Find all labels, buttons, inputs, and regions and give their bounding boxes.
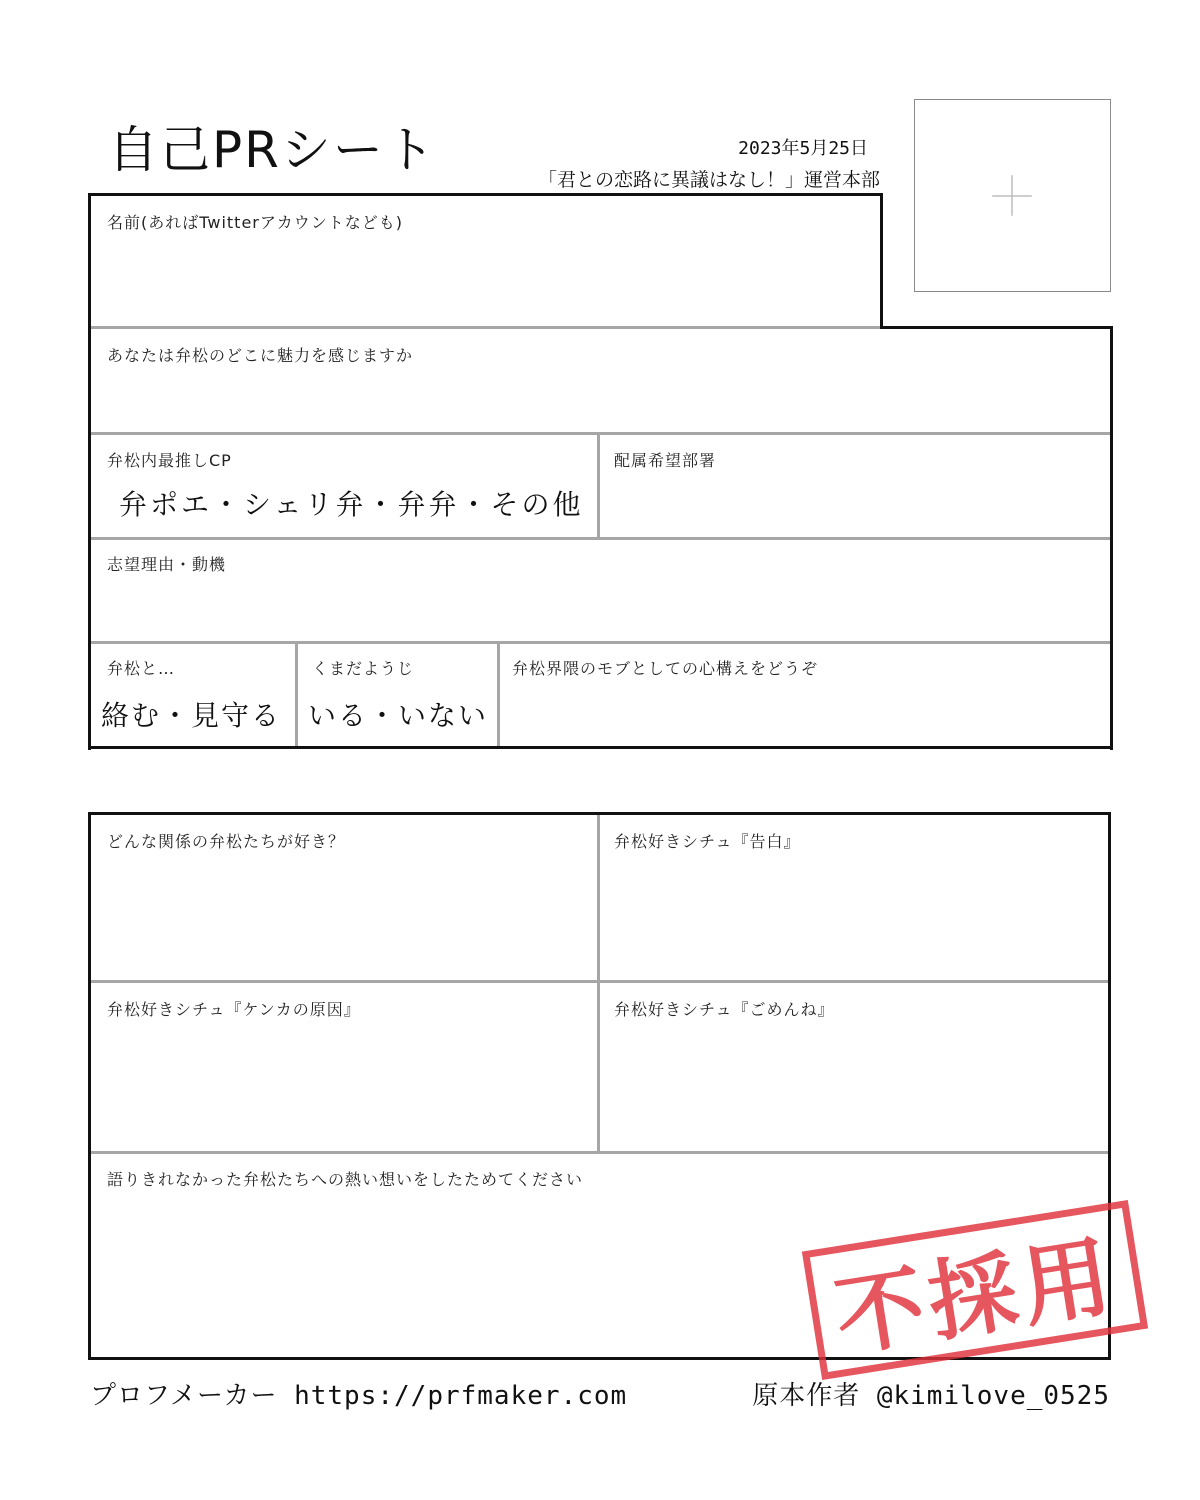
- kuma-options: いる・いない: [308, 699, 489, 732]
- cp-label: 弁松内最推しCP: [107, 451, 232, 470]
- sorry-label: 弁松好きシチュ『ごめんね』: [614, 1000, 835, 1019]
- charm-field[interactable]: [91, 329, 1110, 432]
- fight-field[interactable]: [91, 983, 597, 1151]
- with-options: 絡む・見守る: [101, 699, 282, 732]
- page-title: 自己PRシート: [108, 121, 437, 179]
- motive-label: 志望理由・動機: [107, 555, 227, 574]
- fight-label: 弁松好きシチュ『ケンカの原因』: [107, 1000, 361, 1019]
- relationship-label: どんな関係の弁松たちが好き？: [107, 832, 346, 851]
- rejected-stamp: 不採用: [802, 1200, 1148, 1380]
- dept-field[interactable]: [600, 435, 1110, 537]
- sorry-field[interactable]: [600, 983, 1108, 1151]
- with-field[interactable]: [91, 644, 295, 746]
- dept-label: 配属希望部署: [614, 451, 717, 470]
- cp-field[interactable]: [91, 435, 597, 537]
- with-label: 弁松と…: [107, 659, 176, 678]
- plus-icon: [915, 100, 1110, 291]
- date-text: 2023年5月25日: [738, 138, 868, 159]
- kuma-field[interactable]: [298, 644, 497, 746]
- name-field[interactable]: [91, 196, 880, 326]
- relationship-field[interactable]: [91, 815, 597, 980]
- kuma-label: くまだようじ: [312, 659, 415, 678]
- organizer-text: 「君との恋路に異議はなし！」運営本部: [537, 169, 880, 191]
- confession-label: 弁松好きシチュ『告白』: [614, 832, 801, 851]
- mob-label: 弁松界隈のモブとしての心構えをどうぞ: [512, 659, 819, 678]
- charm-label: あなたは弁松のどこに魅力を感じますか: [107, 346, 414, 365]
- frame-name-right: [880, 193, 883, 329]
- confession-field[interactable]: [600, 815, 1108, 980]
- mob-field[interactable]: [500, 644, 1110, 746]
- author-credit: 原本作者 @kimilove_0525: [752, 1381, 1110, 1411]
- frame-right: [1110, 326, 1113, 750]
- frame-bottom: [88, 746, 1113, 749]
- photo-box[interactable]: [914, 99, 1111, 292]
- cp-options: 弁ポエ・シェリ弁・弁弁・その他: [119, 488, 584, 521]
- motive-field[interactable]: [91, 540, 1110, 641]
- name-label: 名前(あればTwitterアカウントなども): [107, 213, 403, 232]
- thoughts-label: 語りきれなかった弁松たちへの熱い想いをしたためてください: [107, 1170, 584, 1189]
- maker-credit: プロフメーカー https://prfmaker.com: [90, 1381, 628, 1411]
